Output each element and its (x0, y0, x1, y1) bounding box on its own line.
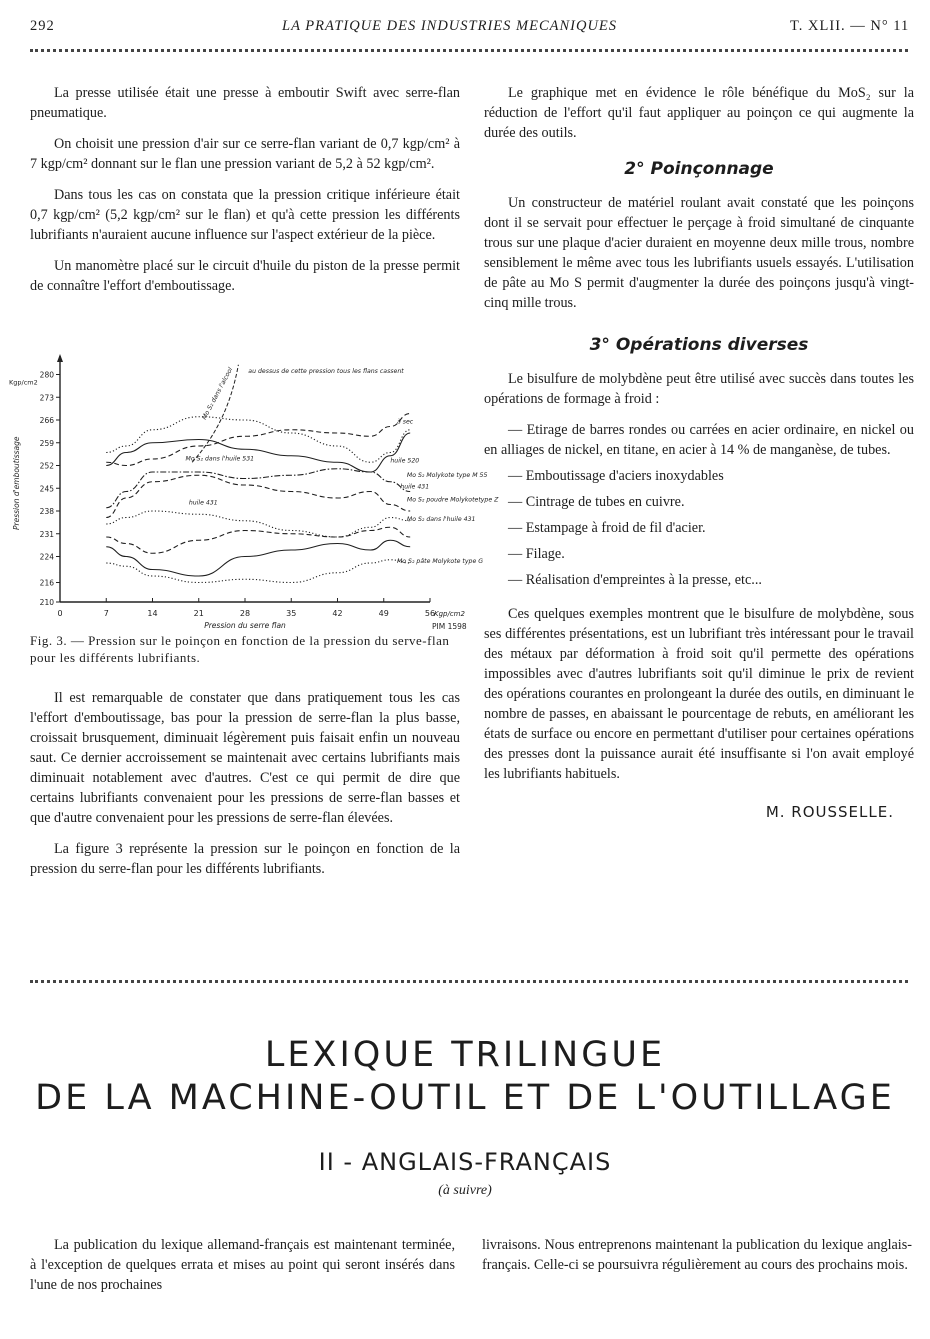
page-number: 292 (30, 18, 55, 34)
x-axis-label: Pression du serre flan (204, 621, 286, 630)
lexique-note: (à suivre) (438, 1183, 492, 1198)
list-item: — Etirage de barres rondes ou carrées en acier ordinaire, en nickel ou en alliages de nickel, en titane, en acier à 14 % de manganèse, de tubes. (484, 422, 914, 458)
series-line (106, 417, 410, 463)
paragraph: Un manomètre placé sur le circuit d'huile du piston de la presse permit de connaître l'effort d'emboutissage. (30, 258, 460, 294)
series-line (106, 433, 410, 472)
y-tick-label: 252 (39, 461, 54, 471)
x-tick-label: 35 (286, 609, 297, 618)
chart-annotation: huile 431 (400, 483, 430, 491)
x-tick-label: 21 (193, 609, 204, 618)
list-item: — Cintrage de tubes en cuivre. (508, 494, 685, 510)
paragraph: La publication du lexique allemand-français est maintenant terminée, à l'exception de quelques errata et mises au point qui seront insérés dans l'une de nos prochaines (30, 1237, 455, 1293)
paragraph: Le graphique met en évidence le rôle bénéfique du MoS₂ sur la réduction de l'effort qu'il faut appliquer au poinçon ce qui augmente la durée des outils. (484, 85, 914, 141)
lexique-subtitle: II - ANGLAIS-FRANÇAIS (318, 1148, 612, 1176)
paragraph: livraisons. Nous entreprenons maintenant la publication du lexique anglais-français. Celle-ci se poursuivra régulièrement au cours des prochains mois. (482, 1237, 912, 1273)
x-tick-label: 56 (424, 609, 436, 618)
chart-annotation: huile 520 (390, 457, 420, 465)
figure-3-chart (5, 350, 499, 631)
x-tick-label: 49 (378, 609, 389, 618)
paragraph: La presse utilisée était une presse à emboutir Swift avec serre-flan pneumatique. (30, 85, 460, 121)
y-tick-label: 224 (39, 552, 54, 562)
y-tick-label: 231 (39, 529, 54, 539)
paragraph: Il est remarquable de constater que dans pratiquement tous les cas l'effort d'emboutissage, bas pour la pression de serre-flan la plus basse, croissait brusquement, diminuait légèrement puis faisait enfin un nouveau saut. Ce dernier accroissement se maintenait avec certains lubrifiants mais diminuait notablement avec d'autres. C'est ce qui permit de dire que certains lubrifiants convenaient pour les pressions de serre-flan basses et que d'autre convenaient pour les pressions de serre-flan élevées. (30, 690, 460, 826)
x-tick-label: 28 (239, 609, 251, 618)
section-divider (30, 980, 908, 983)
y-tick-label: 259 (39, 438, 54, 448)
author-signature: M. ROUSSELLE. (765, 803, 894, 821)
y-unit-label: Kgp/cm2 (9, 378, 38, 387)
chart-annotation: Mo S₂ pâte Molykote type G (396, 558, 484, 565)
paragraph: Ces quelques exemples montrent que le bisulfure de molybdène, sous ses différentes présentations, est un lubrifiant très intéressant pour le travail des métaux par déformation à froid soit qu'il permette des opérations impossibles avec d'autres lubrifiants soit qu'il diminue le prix de revient des opérations courantes en prolongeant la durée des outils, en diminuant le nombre de passes, en abaissant le pourcentage de rebuts, en améliorant les états de surface ou encore en permettant d'utiliser pour certaines opérations des presses dont la puissance aurait été insuffisante si l'on avait employé les lubrifiants habituels. (484, 606, 914, 782)
y-tick-label: 245 (39, 484, 54, 494)
paragraph: Le bisulfure de molybdène peut être utilisé avec succès dans toutes les opérations de formage à froid : (484, 371, 914, 407)
list-item: — Estampage à froid de fil d'acier. (508, 520, 706, 536)
chart-annotation: Mo S₂ Molykote type M 55 (406, 471, 488, 479)
chart-annotation: au dessus de cette pression tous les flans cassent (248, 367, 404, 375)
header-divider (30, 49, 908, 52)
journal-title: LA PRATIQUE DES INDUSTRIES MECANIQUES (282, 18, 618, 34)
left-column-top (30, 83, 460, 307)
paragraph: Dans tous les cas on constata que la pression critique inférieure était 0,7 kgp/cm² (5,2 kgp/cm² sur le flan) et qu'à cette pression les différents lubrifiants n'auraient aucune influence sur l'aspect extérieur de la pièce. (30, 187, 460, 243)
y-tick-label: 210 (39, 598, 54, 607)
series-line (106, 511, 410, 537)
x-tick-label: 0 (57, 609, 63, 618)
section-heading-operations: 3° Opérations diverses (589, 335, 809, 355)
list-item: — Filage. (508, 546, 565, 562)
lexique-left-column (30, 1235, 455, 1295)
y-tick-label: 266 (39, 416, 54, 425)
series-line (106, 540, 410, 576)
x-tick-label: 42 (332, 609, 343, 618)
x-tick-label: 14 (147, 609, 158, 618)
chart-annotation: huile 431 (188, 499, 218, 507)
figure-caption: Fig. 3. — Pression sur le poinçon en fonction de la pression du serve-flan pour les différents lubrifiants. (30, 633, 450, 665)
chart-annotation: à sec (396, 418, 414, 426)
x-tick-label: 7 (103, 609, 109, 618)
series-line (106, 560, 410, 583)
lexique-title-line2: DE LA MACHINE-OUTIL ET DE L'OUTILLAGE (35, 1078, 895, 1118)
series-line (106, 414, 410, 466)
y-tick-label: 280 (39, 370, 54, 380)
chart-annotation: Mo S₂ dans l'huile 431 (406, 515, 476, 523)
section-heading-poinconnage: 2° Poinçonnage (624, 159, 774, 179)
paragraph: On choisit une pression d'air sur ce serre-flan variant de 0,7 kgp/cm² à 7 kgp/cm² donnant sur le flan une pression variant de 5,2 à 52 kgp/cm². (30, 136, 460, 172)
y-tick-label: 273 (39, 393, 54, 403)
right-column (484, 83, 914, 822)
figure-mark: PIM 1598 (432, 622, 467, 631)
list-item: — Emboutissage d'aciers inoxydables (508, 468, 724, 484)
paragraph: La figure 3 représente la pression sur le poinçon en fonction de la pression du serre-flan pour les différents lubrifiants. (30, 841, 460, 877)
x-unit-label: Kgp/cm2 (434, 610, 465, 618)
operations-list (484, 420, 914, 590)
y-tick-label: 216 (39, 578, 54, 588)
chart-annotation: Mo S₂ dans l'alcool (200, 366, 235, 421)
chart-annotation: Mo S₂ poudre Molykotetype Z (406, 496, 499, 504)
y-axis-label: Pression d'emboutissage (12, 436, 21, 530)
chart-annotation: Mo S₂ dans l'huile 531 (185, 455, 255, 463)
series-line (106, 469, 410, 508)
issue-number: T. XLII. — N° 11 (790, 18, 910, 34)
y-axis-arrow (57, 354, 63, 362)
y-tick-label: 238 (39, 507, 54, 516)
paragraph: Un constructeur de matériel roulant avait constaté que les poinçons dont il se servait pour effectuer le perçage à froid simultané de cinquante trous sur une plaque d'acier duraient en moyenne deux mille trous, nombre sensiblement le même avec tous les lubrifiants usuels essayés. L'utilisation de pâte au Mo S permit d'augmenter la durée des poinçons jusqu'à vingt-cinq mille trous. (484, 195, 914, 311)
list-item: — Réalisation d'empreintes à la presse, etc... (508, 572, 762, 588)
lexique-right-column (482, 1235, 912, 1275)
left-column-bottom (30, 688, 460, 890)
lexique-title-line1: LEXIQUE TRILINGUE (264, 1035, 666, 1075)
